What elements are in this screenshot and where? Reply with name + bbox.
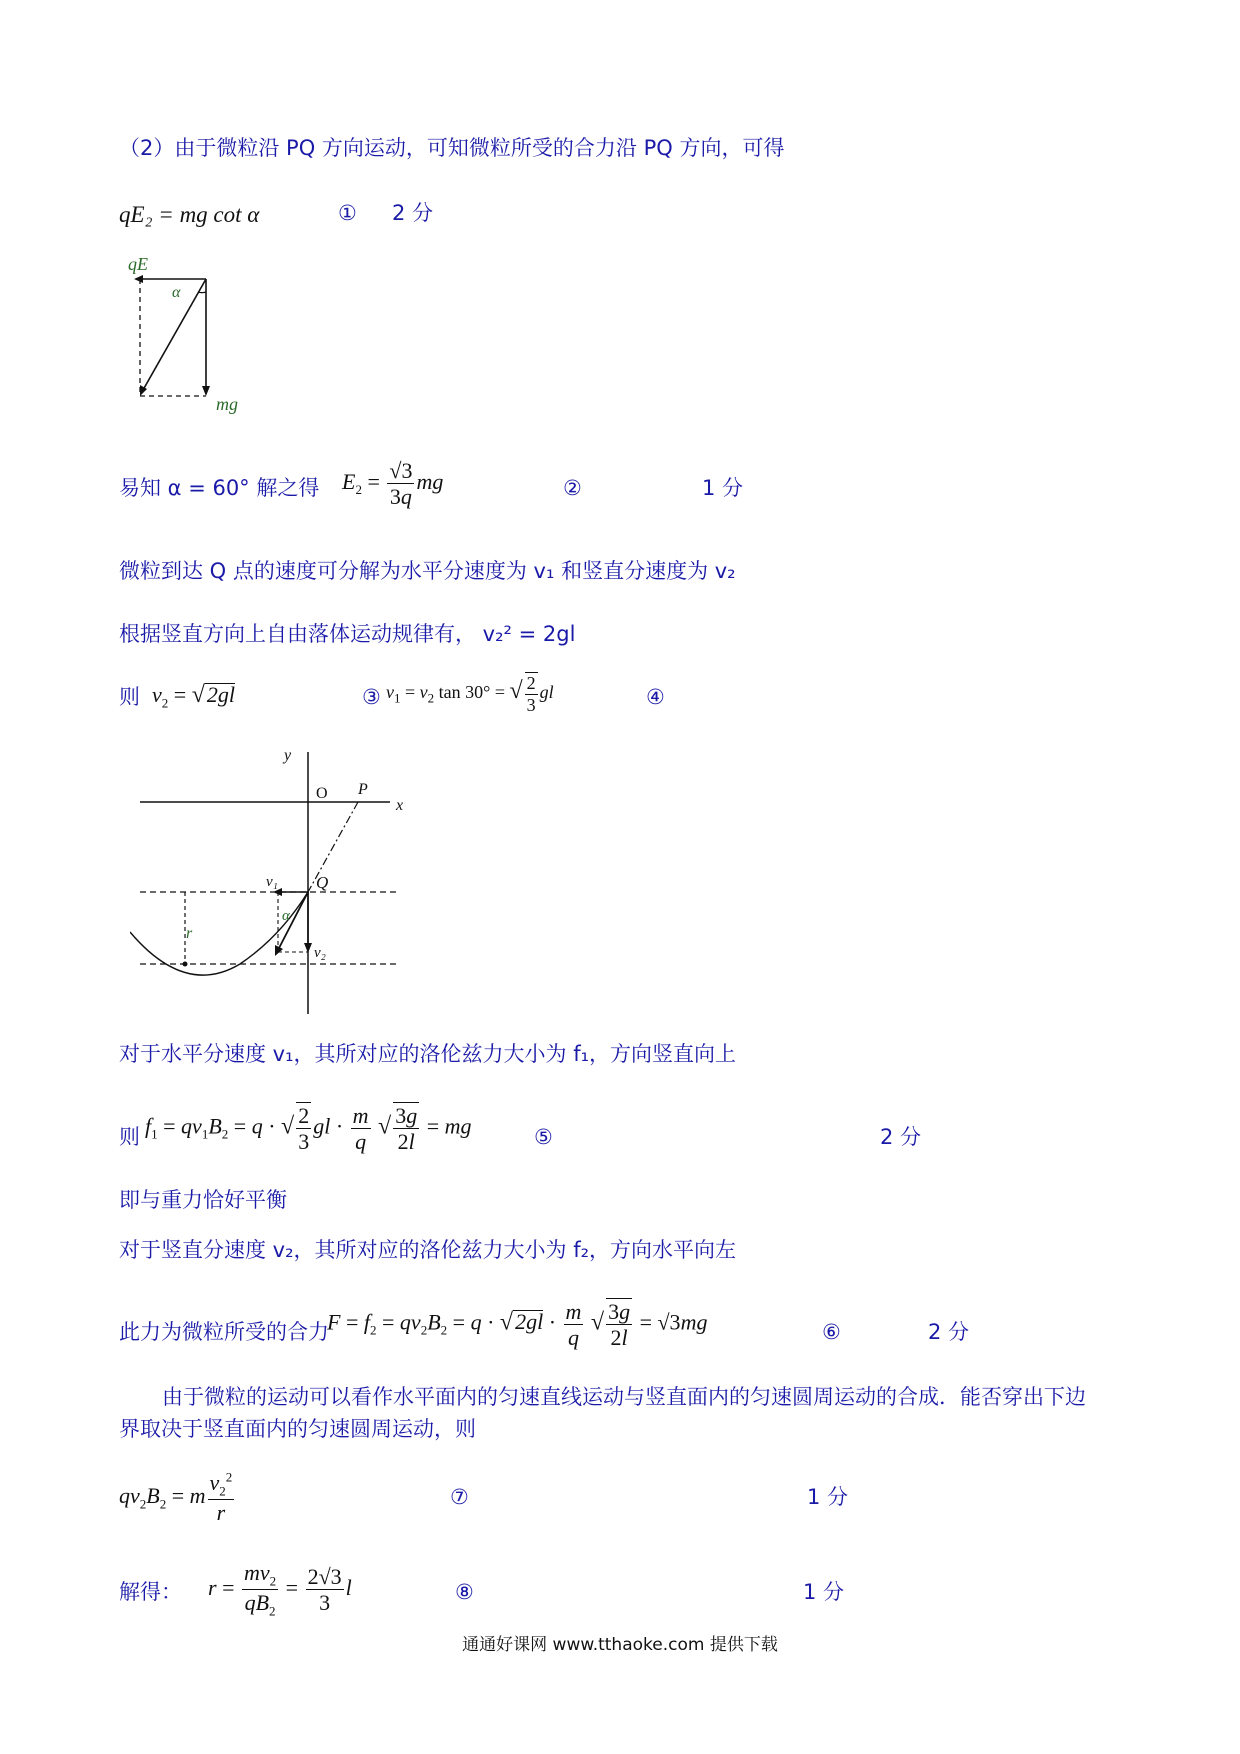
resultant-arrowhead bbox=[140, 385, 147, 396]
horizontal-text: 对于水平分速度 v₁，其所对应的洛伦兹力大小为 f₁，方向竖直向上 bbox=[119, 1042, 737, 1066]
intro-text: （2）由于微粒沿 PQ 方向运动，可知微粒所受的合力沿 PQ 方向，可得 bbox=[119, 136, 785, 160]
balance-text: 即与重力恰好平衡 bbox=[119, 1188, 287, 1212]
equation-2: $E_2$ = $\frac{√3}{3q}$ mg bbox=[342, 458, 444, 510]
label-o: O bbox=[316, 785, 328, 802]
page-footer: 通通好课网 www.tthaoke.com 提供下载 bbox=[462, 1635, 778, 1655]
label-x: x bbox=[396, 797, 404, 814]
equation-4: $v_1 = v_2$ tan 30° = √ $\frac{2}{3}$ gl bbox=[386, 673, 554, 715]
label-v2: v₂ bbox=[314, 945, 326, 961]
equation-4-mark: ④ bbox=[646, 685, 665, 709]
equation-6: $F = f_2 = qv_2B_2 = q \cdot √2gl$ · $\frac{m}{q}$ √ $\frac{3g}{2l}$ = √3mg bbox=[327, 1298, 708, 1351]
equation-3: $v_2 = √2gl$ bbox=[152, 682, 235, 711]
label-p: P bbox=[358, 781, 368, 798]
equation-8: r = $\frac{mv_2}{qB_2}$ = $\frac{2√3}{3}$ l bbox=[208, 1560, 352, 1619]
trajectory-diagram bbox=[130, 742, 430, 1022]
equation-1-score: 2 分 bbox=[392, 201, 434, 225]
label-r: r bbox=[186, 925, 193, 942]
equation-2-mark: ② bbox=[563, 476, 582, 500]
paragraph-line-1: 由于微粒的运动可以看作水平面内的匀速直线运动与竖直面内的匀速圆周运动的合成．能否穿出下边 bbox=[162, 1385, 1086, 1409]
equation-1: qE₂ = mg cot α bbox=[119, 202, 260, 227]
paragraph-line-2: 界取决于竖直面内的匀速圆周运动，则 bbox=[119, 1417, 476, 1441]
equation-7: $qv_2B_2 = m$ $\frac{v_2^2}{r}$ bbox=[119, 1469, 233, 1526]
label-q: Q bbox=[316, 873, 329, 892]
label-v1: v₁ bbox=[266, 874, 278, 890]
equation-5-score: 2 分 bbox=[880, 1125, 922, 1149]
mg-arrowhead bbox=[202, 386, 210, 396]
know-text: 易知 α = 60° 解之得 bbox=[119, 476, 320, 500]
label-qe: qE bbox=[128, 254, 148, 274]
equation-8-score: 1 分 bbox=[803, 1580, 845, 1604]
equation-7-mark: ⑦ bbox=[450, 1485, 469, 1509]
label-alpha: α bbox=[172, 284, 181, 301]
label-alpha2: α bbox=[282, 908, 290, 924]
label-y: y bbox=[284, 747, 292, 764]
equation-6-score: 2 分 bbox=[928, 1320, 970, 1344]
label-mg: mg bbox=[216, 394, 238, 414]
then-text: 则 bbox=[119, 685, 140, 709]
arc-path bbox=[130, 892, 308, 975]
equation-2-score: 1 分 bbox=[702, 476, 744, 500]
equation-5-mark: ⑤ bbox=[534, 1125, 553, 1149]
solve-text: 解得： bbox=[119, 1580, 182, 1604]
equation-6-mark: ⑥ bbox=[822, 1320, 841, 1344]
equation-3-mark: ③ bbox=[362, 685, 381, 709]
then2-text: 则 bbox=[119, 1125, 140, 1149]
freefall-text: 根据竖直方向上自由落体运动规律有， v₂² = 2gl bbox=[119, 622, 576, 646]
angle-arc bbox=[198, 292, 206, 293]
netforce-text: 此力为微粒所受的合力 bbox=[119, 1320, 329, 1344]
arc-bottom-point bbox=[183, 962, 188, 967]
equation-5: $f_1 = qv_1B_2 = q$ · √ $\frac{2}{3}$ gl · $\frac{m}{q}$ √ $\frac{3g}{2l}$ = mg bbox=[145, 1102, 472, 1155]
qe-arrowhead bbox=[134, 275, 143, 283]
equation-8-mark: ⑧ bbox=[455, 1580, 474, 1604]
equation-1-mark: ① bbox=[338, 201, 357, 225]
decompose-text: 微粒到达 Q 点的速度可分解为水平分速度为 v₁ 和竖直分速度为 v₂ bbox=[119, 559, 736, 583]
force-diagram bbox=[120, 250, 270, 420]
vertical-text: 对于竖直分速度 v₂，其所对应的洛伦兹力大小为 f₂，方向水平向左 bbox=[119, 1238, 737, 1262]
equation-7-score: 1 分 bbox=[807, 1485, 849, 1509]
